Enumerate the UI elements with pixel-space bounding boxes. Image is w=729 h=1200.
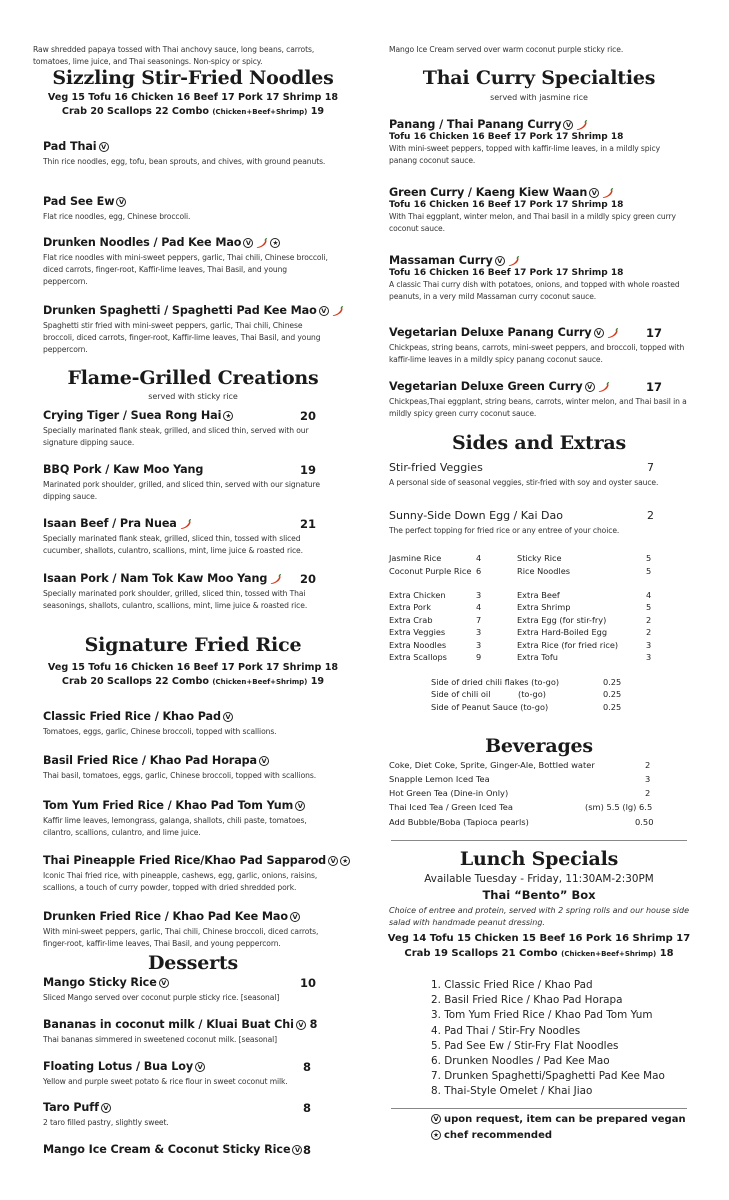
item-name: Floating Lotus / Bua Loy (43, 1060, 194, 1073)
item-description: Thin rice noodles, egg, tofu, bean sprouts, and chives, with ground peanuts. (43, 157, 326, 166)
menu-item (43, 854, 348, 894)
item-description: Spaghetti stir fried with mini-sweet peppers, garlic, Thai chili, Chinese broccoli, diced carrots, finger-root, Kaffir-lime leaves, Thai Basil, and young peppercorn. (43, 321, 321, 354)
item-price: 10 (300, 976, 317, 990)
beverage-price: 0.50 (635, 817, 654, 827)
item-name: Stir-fried Veggies (389, 461, 483, 474)
side-option-price: 2 (646, 627, 652, 637)
item-name: Green Curry / Kaeng Kiew Waan (389, 186, 588, 199)
noodles-prices-line1: Veg 15 Tofu 16 Chicken 16 Beef 17 Pork 17 Shrimp 18 (47, 92, 339, 103)
item-description: Specially marinated flank steak, grilled, and sliced thin, served with our signature dipping sauce. (43, 426, 309, 447)
togo-option-name: Side of dried chili flakes (to-go) (431, 677, 560, 687)
list-item: 8. Thai-Style Omelet / Khai Jiao (431, 1085, 593, 1098)
side-option-price: 5 (646, 553, 652, 563)
menu-item (389, 254, 689, 303)
item-name: Massaman Curry (389, 254, 493, 267)
item-prices: Tofu 16 Chicken 16 Beef 17 Pork 17 Shrimp 18 (389, 200, 624, 210)
vegan-option-icon: V (328, 856, 338, 866)
menu-item (43, 1101, 335, 1129)
sides-title: Sides and Extras (451, 432, 627, 454)
noodles-title: Sizzling Stir-Fried Noodles (52, 67, 334, 89)
menu-item (43, 799, 335, 839)
vegan-option-icon: V (243, 238, 253, 248)
item-description: Specially marinated flank steak, grilled, sliced thin, tossed with sliced cucumber, shallots, culantro, scallions, mint, lime juice & roasted rice. (43, 534, 303, 555)
side-option-price: 3 (476, 640, 482, 650)
vegan-option-icon: V (594, 328, 604, 338)
side-option-name: Coconut Purple Rice (389, 566, 472, 576)
vegan-option-icon: V (319, 306, 329, 316)
item-description: Thai basil, tomatoes, eggs, garlic, Chinese broccoli, topped with scallions. (43, 771, 317, 780)
vegan-option-icon: V (295, 801, 305, 811)
side-option-name: Extra Crab (389, 615, 433, 625)
item-price: 8 (309, 1018, 318, 1031)
item-price: 20 (300, 409, 317, 423)
menu-item (43, 1143, 335, 1156)
item-price: 20 (300, 572, 317, 586)
chili-pepper-icon (255, 238, 268, 249)
friedrice-prices-line2: Crab 20 Scallops 22 Combo (Chicken+Beef+Shrimp) 19 (61, 676, 325, 687)
item-description: Specially marinated pork shoulder, grilled, sliced thin, tossed with Thai seasonings, shallots, culantro, scallions, mint, lime juice & roasted rice. (43, 589, 308, 610)
item-price: 8 (303, 1143, 312, 1157)
list-item: 5. Pad See Ew / Stir-Fry Flat Noodles (431, 1039, 619, 1052)
side-option-name: Extra Hard-Boiled Egg (517, 627, 608, 637)
side-option-name: Extra Tofu (517, 652, 558, 662)
item-description: A classic Thai curry dish with potatoes, onions, and topped with whole roasted peanuts, in a very mild Massaman curry coconut sauce. (389, 280, 680, 301)
beverage-name: Coke, Diet Coke, Sprite, Ginger-Ale, Bottled water (389, 760, 595, 770)
item-description: Chickpeas,Thai eggplant, string beans, carrots, winter melon, and Thai basil in a mildly spicy green curry coconut sauce. (389, 397, 687, 418)
item-name: BBQ Pork / Kaw Moo Yang (43, 463, 204, 476)
side-option-name: Jasmine Rice (389, 553, 442, 563)
lunch-choices-list (431, 978, 691, 1100)
desserts-title: Desserts (148, 952, 238, 974)
togo-option-price: 0.25 (603, 689, 622, 699)
beverage-name: Hot Green Tea (Dine-in Only) (389, 788, 509, 798)
side-item (389, 509, 689, 537)
item-description: Thai bananas simmered in sweetened coconut milk. [seasonal] (43, 1035, 278, 1044)
vegan-option-icon: V (292, 1145, 302, 1155)
menu-item (43, 910, 335, 950)
togo-option-price: 0.25 (603, 702, 622, 712)
menu-item (43, 409, 335, 449)
item-description: The perfect topping for fried rice or any entree of your choice. (389, 526, 620, 535)
mango-icecream-description: Mango Ice Cream served over warm coconut purple sticky rice. (389, 45, 624, 54)
beverage-price: 2 (645, 760, 651, 770)
curry-title: Thai Curry Specialties (422, 67, 656, 89)
side-option-name: Extra Scallops (389, 652, 447, 662)
side-item (389, 461, 689, 489)
beverage-name: Thai Iced Tea / Green Iced Tea (389, 802, 513, 812)
lunch-prices-line2: Crab 19 Scallops 21 Combo (Chicken+Beef+Shrimp) 18 (404, 948, 674, 959)
lunch-availability: Available Tuesday - Friday, 11:30AM-2:30PM (424, 873, 654, 885)
item-name: Sunny-Side Down Egg / Kai Dao (389, 509, 564, 522)
side-option-price: 3 (646, 652, 652, 662)
item-description: Marinated pork shoulder, grilled, and sliced thin, served with our signature dipping sauce. (43, 480, 320, 501)
item-description: Kaffir lime leaves, lemongrass, galanga, shallots, chili paste, tomatoes, cilantro, scallions, culantro, and lime juice. (43, 816, 307, 837)
side-option-name: Extra Veggies (389, 627, 446, 637)
chef-recommended-icon: ★ (431, 1130, 441, 1140)
chef-recommended-icon: ★ (270, 238, 280, 248)
togo-option-name: Side of Peanut Sauce (to-go) (431, 702, 549, 712)
menu-item (389, 326, 689, 366)
side-option-price: 4 (476, 553, 482, 563)
bento-title: Thai “Bento” Box (482, 888, 596, 902)
item-price: 17 (646, 326, 663, 340)
list-item: 7. Drunken Spaghetti/Spaghetti Pad Kee Mao (431, 1070, 665, 1083)
item-name: Tom Yum Fried Rice / Khao Pad Tom Yum (43, 799, 294, 812)
item-name: Crying Tiger / Suea Rong Hai (43, 409, 222, 422)
bento-description: Choice of entree and protein, served with 2 spring rolls and our house side salad with handmade peanut dressing. (389, 906, 690, 927)
side-option-name: Extra Noodles (389, 640, 447, 650)
beverage-size-prices: (sm) 5.5 (lg) 6.5 (585, 802, 653, 812)
menu-item (43, 304, 333, 356)
side-option-name: Extra Rice (for fried rice) (517, 640, 619, 650)
chili-pepper-icon (507, 256, 520, 267)
item-name: Mango Ice Cream & Coconut Sticky Rice (43, 1143, 291, 1156)
item-name: Vegetarian Deluxe Panang Curry (389, 326, 592, 339)
menu-item (389, 186, 689, 235)
item-price: 17 (646, 380, 663, 394)
curry-subtitle: served with jasmine rice (490, 93, 588, 102)
side-option-price: 5 (646, 566, 652, 576)
item-description: With mini-sweet peppers, garlic, Thai chili, Chinese broccoli, diced carrots, finger-root, kaffir-lime leaves, Thai Basil, and young peppercorn. (43, 927, 319, 948)
noodles-prices-line2: Crab 20 Scallops 22 Combo (Chicken+Beef+Shrimp) 19 (61, 106, 325, 117)
friedrice-title: Signature Fried Rice (84, 634, 302, 656)
item-name: Pad Thai (43, 140, 97, 153)
beverage-name: Snapple Lemon Iced Tea (389, 774, 490, 784)
vegan-option-icon: V (99, 142, 109, 152)
side-option-name: Extra Chicken (389, 590, 446, 600)
side-option-price: 5 (646, 602, 652, 612)
side-option-price: 7 (476, 615, 482, 625)
item-price: 7 (647, 461, 654, 474)
side-option-name: Extra Beef (517, 590, 560, 600)
side-option-price: 2 (646, 615, 652, 625)
menu-item (43, 572, 335, 612)
list-item: 3. Tom Yum Fried Rice / Khao Pad Tom Yum (431, 1009, 653, 1022)
item-description: Sliced Mango served over coconut purple sticky rice. [seasonal] (43, 993, 280, 1002)
item-name: Drunken Fried Rice / Khao Pad Kee Mao (43, 910, 288, 923)
chili-pepper-icon (606, 328, 619, 339)
side-option-name: Rice Noodles (517, 566, 571, 576)
lunch-title: Lunch Specials (459, 848, 619, 870)
item-description: Yellow and purple sweet potato & rice flour in sweet coconut milk. (43, 1077, 288, 1086)
item-description: Chickpeas, string beans, carrots, mini-sweet peppers, and broccoli, topped with kaffir-lime leaves in a mildly spicy panang coconut sauce. (389, 343, 685, 364)
item-name: Basil Fried Rice / Khao Pad Horapa (43, 754, 258, 767)
grilled-subtitle: served with sticky rice (148, 392, 238, 401)
item-price: 8 (303, 1101, 312, 1115)
item-price: 21 (300, 517, 317, 531)
togo-option-price: 0.25 (603, 677, 622, 687)
menu-item (389, 118, 689, 167)
vegan-option-icon: V (116, 197, 126, 207)
item-description: With mini-sweet peppers, topped with kaffir-lime leaves, in a mildly spicy panang coconut sauce. (389, 144, 660, 165)
list-item: 1. Classic Fried Rice / Khao Pad (431, 979, 593, 991)
item-name: Thai Pineapple Fried Rice/Khao Pad Sapparod (43, 854, 327, 867)
vegan-option-icon: V (296, 1020, 306, 1030)
menu-item (43, 710, 335, 738)
beverage-price: 3 (645, 774, 651, 784)
lunch-prices-line1: Veg 14 Tofu 15 Chicken 15 Beef 16 Pork 16 Shrimp 17 (387, 933, 691, 944)
vegan-option-icon: V (290, 912, 300, 922)
item-name: Classic Fried Rice / Khao Pad (43, 710, 221, 723)
item-description: Flat rice noodles, egg, Chinese broccoli. (43, 212, 191, 221)
item-name: Bananas in coconut milk / Kluai Buat Chi (43, 1018, 294, 1031)
chili-pepper-icon (179, 519, 192, 530)
side-option-price: 6 (476, 566, 482, 576)
side-option-price: 9 (476, 652, 482, 662)
item-description: With Thai eggplant, winter melon, and Thai basil in a mildly spicy green curry coconut sauce. (389, 212, 676, 233)
vegan-option-icon: V (195, 1062, 205, 1072)
vegan-option-icon: V (101, 1103, 111, 1113)
togo-option-note: (to-go) (518, 689, 546, 699)
item-name: Isaan Pork / Nam Tok Kaw Moo Yang (43, 572, 268, 585)
item-name: Drunken Spaghetti / Spaghetti Pad Kee Mao (43, 304, 317, 317)
menu-item (43, 1018, 335, 1046)
menu-item (389, 380, 689, 420)
menu-item (43, 463, 335, 503)
item-name: Taro Puff (43, 1101, 99, 1114)
item-prices: Tofu 16 Chicken 16 Beef 17 Pork 17 Shrimp 18 (389, 268, 624, 278)
menu-item (43, 754, 335, 782)
side-option-price: 3 (476, 590, 482, 600)
menu-item (43, 195, 333, 223)
menu-item (43, 140, 333, 168)
friedrice-prices-line1: Veg 15 Tofu 16 Chicken 16 Beef 17 Pork 17 Shrimp 18 (47, 662, 339, 673)
item-name: Mango Sticky Rice (43, 976, 157, 989)
item-price: 2 (647, 509, 654, 522)
papaya-description: Raw shredded papaya tossed with Thai anchovy sauce, long beans, carrots, tomatoes, lime juice, and Thai seasonings. Non-spicy or spicy. (33, 45, 315, 66)
section-divider (391, 840, 687, 841)
vegan-option-icon: V (223, 712, 233, 722)
side-option-price: 3 (476, 627, 482, 637)
item-name: Pad See Ew (43, 195, 115, 208)
legend-chef: ★ chef recommended (431, 1130, 552, 1141)
section-divider (391, 1108, 687, 1109)
item-name: Drunken Noodles / Pad Kee Mao (43, 236, 242, 249)
side-option-name: Extra Shrimp (517, 602, 571, 612)
item-price: 8 (303, 1060, 312, 1074)
item-prices: Tofu 16 Chicken 16 Beef 17 Pork 17 Shrimp 18 (389, 132, 624, 142)
vegan-option-icon: V (431, 1114, 441, 1124)
chef-recommended-icon: ★ (223, 411, 233, 421)
side-option-name: Extra Pork (389, 602, 431, 612)
item-description: 2 taro filled pastry, slightly sweet. (43, 1118, 169, 1127)
chili-pepper-icon (269, 574, 282, 585)
beverage-name: Add Bubble/Boba (Tapioca pearls) (389, 817, 529, 827)
menu-item (43, 517, 335, 557)
item-description: Tomatoes, eggs, garlic, Chinese broccoli, topped with scallions. (43, 727, 277, 736)
beverages-title: Beverages (485, 735, 593, 757)
list-item: 6. Drunken Noodles / Pad Kee Mao (431, 1055, 610, 1068)
menu-item (43, 1060, 335, 1088)
item-name: Panang / Thai Panang Curry (389, 118, 562, 131)
vegan-option-icon: V (495, 256, 505, 266)
item-name: Isaan Beef / Pra Nuea (43, 517, 177, 530)
item-description: Iconic Thai fried rice, with pineapple, cashews, egg, garlic, onions, raisins, scallions, a touch of curry powder, topped with dried shredded pork. (43, 871, 318, 892)
item-price: 19 (300, 463, 317, 477)
vegan-option-icon: V (585, 382, 595, 392)
item-description: Flat rice noodles with mini-sweet peppers, garlic, Thai chili, Chinese broccoli, diced carrots, finger-root, Kaffir-lime leaves, Thai Basil, and young peppercorn. (43, 253, 328, 286)
vegan-option-icon: V (589, 188, 599, 198)
side-option-price: 3 (646, 640, 652, 650)
side-option-name: Extra Egg (for stir-fry) (517, 615, 607, 625)
vegan-option-icon: V (563, 120, 573, 130)
chili-pepper-icon (597, 382, 610, 393)
item-description: A personal side of seasonal veggies, stir-fried with soy and oyster sauce. (389, 478, 659, 487)
grilled-title: Flame-Grilled Creations (67, 367, 319, 389)
vegan-option-icon: V (159, 978, 169, 988)
menu-item (43, 976, 335, 1004)
list-item: 2. Basil Fried Rice / Khao Pad Horapa (431, 994, 623, 1007)
vegan-option-icon: V (259, 756, 269, 766)
menu-item (43, 236, 333, 288)
chef-recommended-icon: ★ (340, 856, 350, 866)
togo-option-name: Side of chili oil (431, 689, 491, 699)
list-item: 4. Pad Thai / Stir-Fry Noodles (431, 1024, 581, 1037)
side-option-name: Sticky Rice (517, 553, 562, 563)
chili-pepper-icon (575, 120, 588, 131)
item-name: Vegetarian Deluxe Green Curry (389, 380, 583, 393)
side-option-price: 4 (476, 602, 482, 612)
chili-pepper-icon (601, 188, 614, 199)
side-option-price: 4 (646, 590, 652, 600)
beverage-price: 2 (645, 788, 651, 798)
legend-vegan: V upon request, item can be prepared vegan (431, 1114, 686, 1125)
chili-pepper-icon (331, 306, 344, 317)
